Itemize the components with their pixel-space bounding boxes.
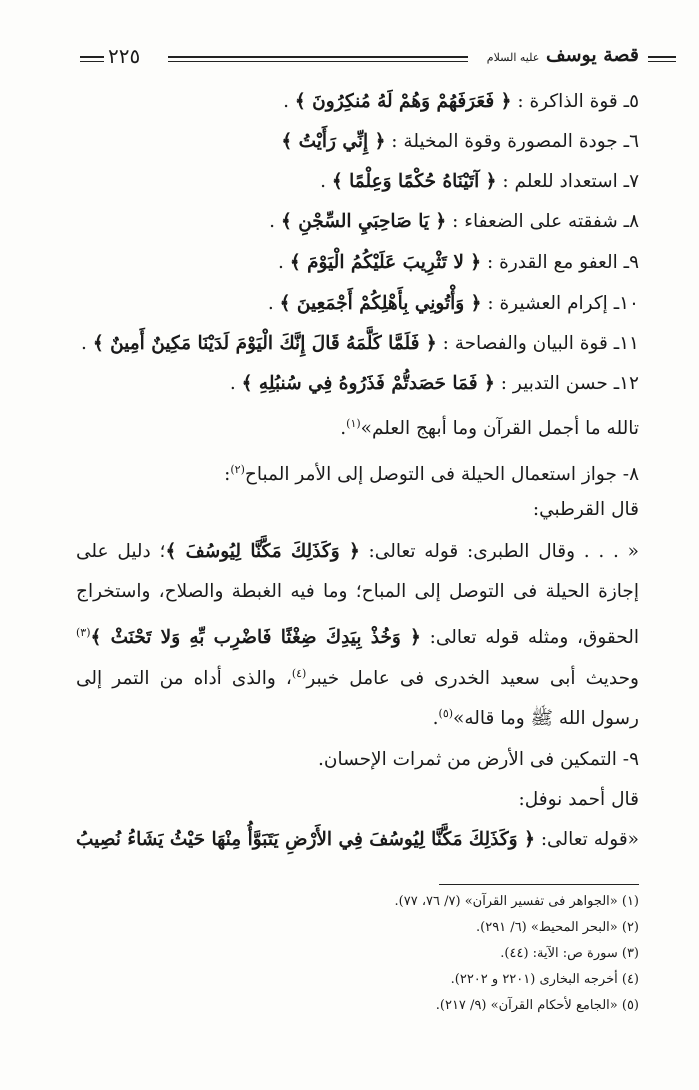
- line-text: إجازة الحيلة فى التوصل إلى المباح؛ وما فيه الغبطة والصلاح، واستخراج: [76, 581, 639, 602]
- line-text: ١٠ـ إكرام العشيرة :: [481, 293, 639, 314]
- line-text: «قوله تعالى:: [534, 829, 639, 850]
- text-line: [519, 780, 639, 820]
- line-tail: .: [320, 171, 332, 192]
- text-line: [318, 740, 639, 780]
- line-text: وحديث أبى سعيد الخدرى فى عامل خيبر: [306, 668, 639, 690]
- line-tail: .: [229, 373, 242, 394]
- text-line: [76, 654, 639, 694]
- line-text: ٥ـ قوة الذاكرة :: [511, 91, 639, 112]
- line-text: « . . . وقال الطبرى: قوله تعالى:: [359, 541, 639, 562]
- footnote: (١) «الجواهر فى تفسير القرآن» (٧/ ٧٦، ٧٧).: [394, 894, 639, 909]
- line-tail: .: [269, 211, 281, 232]
- line-text: تالله ما أجمل القرآن وما أبهج العلم»: [360, 418, 639, 440]
- line-tail: .: [283, 91, 295, 112]
- footnote-ref: (١): [346, 417, 361, 430]
- book-title: قصة يوسف: [545, 44, 639, 66]
- text-line: [81, 324, 639, 364]
- text-line: [76, 613, 639, 653]
- line-text: ١٢ـ حسن التدبير :: [494, 373, 639, 394]
- line-after: ، والذى أداه من التمر إلى: [76, 668, 292, 690]
- quran-verse: ﴿ وَكَذَلِكَ مَكَّنَّا لِيُوسُفَ فِي الأَرْضِ يَتَبَوَّأُ مِنْهَا حَيْثُ يَشَاءُ نُصِيبُ: [76, 829, 535, 850]
- line-tail: .: [267, 293, 280, 314]
- page-number: ٢٢٥: [108, 44, 141, 68]
- line-text: ١١ـ قوة البيان والفصاحة :: [436, 333, 639, 354]
- line-text: ٩- التمكين فى الأرض من ثمرات الإحسان.: [318, 749, 639, 770]
- line-text: قال أحمد نوفل:: [518, 789, 639, 810]
- text-line: [268, 284, 639, 324]
- text-line: [283, 82, 639, 122]
- line-tail: .: [81, 333, 93, 354]
- line-text: رسول الله ﷺ وما قاله»: [453, 708, 639, 730]
- text-line: [281, 122, 639, 162]
- quran-verse: ﴿ لا تَثْرِيبَ عَلَيْكُمُ الْيَوْمَ ﴾: [289, 252, 482, 273]
- footnote-ref: (٣): [76, 626, 91, 639]
- text-line: [533, 490, 639, 530]
- line-text: ٧ـ استعداد للعلم :: [496, 171, 639, 192]
- line-tail: .: [278, 252, 290, 273]
- quran-verse: ﴿ فَعَرَفَهُمْ وَهُمْ لَهُ مُنكِرُونَ ﴾: [294, 91, 512, 112]
- line-text: ٦ـ جودة المصورة وقوة المخيلة :: [385, 131, 639, 152]
- quran-verse: ﴿ يَا صَاحِبَيِ السِّجْنِ ﴾: [280, 211, 447, 232]
- line-after: .: [340, 418, 347, 440]
- text-line: [76, 572, 639, 612]
- text-line: [76, 820, 639, 860]
- line-text: ٩ـ العفو مع القدرة :: [481, 252, 639, 273]
- text-line: [340, 404, 639, 444]
- footnote: (٥) «الجامع لأحكام القرآن» (٩/ ٢١٧).: [435, 998, 639, 1013]
- quran-verse: ﴿ وَأْتُونِي بِأَهْلِكُمْ أَجْمَعِينَ ﴾: [279, 293, 482, 314]
- footnote: (٤) أخرجه البخارى (٢٢٠١ و ٢٢٠٢).: [450, 972, 639, 987]
- line-text: ٨ـ شفقته على الضعفاء :: [446, 211, 639, 232]
- quran-verse: ﴿ إِنِّي رَأَيْتُ ﴾: [281, 131, 386, 152]
- quran-verse: ﴿ وَخُذْ بِيَدِكَ ضِغْثًا فَاضْرِب بِّهِ وَلا تَحْنَثْ ﴾: [90, 627, 421, 649]
- line-after: .: [432, 708, 439, 730]
- footnote: (٣) سورة ص: الآية: (٤٤).: [500, 946, 639, 961]
- text-line: [269, 202, 639, 242]
- text-line: [76, 532, 639, 572]
- honorific: عليه السلام: [486, 51, 540, 64]
- line-text: قال القرطبي:: [532, 499, 639, 520]
- text-line: [224, 450, 639, 490]
- footnote: (٢) «البحر المحيط» (٦/ ٢٩١).: [476, 920, 639, 935]
- running-header: [78, 44, 677, 72]
- quran-verse: ﴿ فَمَا حَصَدتُّمْ فَذَرُوهُ فِي سُنبُلِهِ ﴾: [241, 373, 495, 394]
- footnote-separator: [439, 884, 639, 885]
- line-text: الحقوق، ومثله قوله تعالى:: [420, 627, 639, 649]
- footnote-ref: (٤): [291, 667, 307, 680]
- text-line: [230, 364, 639, 404]
- quran-verse: ﴿ آتَيْنَاهُ حُكْمًا وَعِلْمًا ﴾: [331, 171, 497, 192]
- text-line: [433, 694, 639, 734]
- line-tail: ؛ دليل على: [76, 541, 166, 562]
- text-line: [278, 243, 639, 283]
- running-title: [487, 44, 639, 66]
- line-after: :: [224, 464, 231, 486]
- line-text: ٨- جواز استعمال الحيلة فى التوصل إلى الأمر المباح: [244, 464, 639, 486]
- quran-verse: ﴿ وَكَذَلِكَ مَكَّنَّا لِيُوسُفَ ﴾: [165, 541, 360, 562]
- footnote-ref: (٥): [438, 707, 454, 720]
- text-line: [320, 162, 639, 202]
- quran-verse: ﴿ فَلَمَّا كَلَّمَهُ قَالَ إِنَّكَ الْيَوْمَ لَدَيْنَا مَكِينٌ أَمِينٌ ﴾: [92, 333, 437, 354]
- footnote-ref: (٢): [230, 463, 245, 476]
